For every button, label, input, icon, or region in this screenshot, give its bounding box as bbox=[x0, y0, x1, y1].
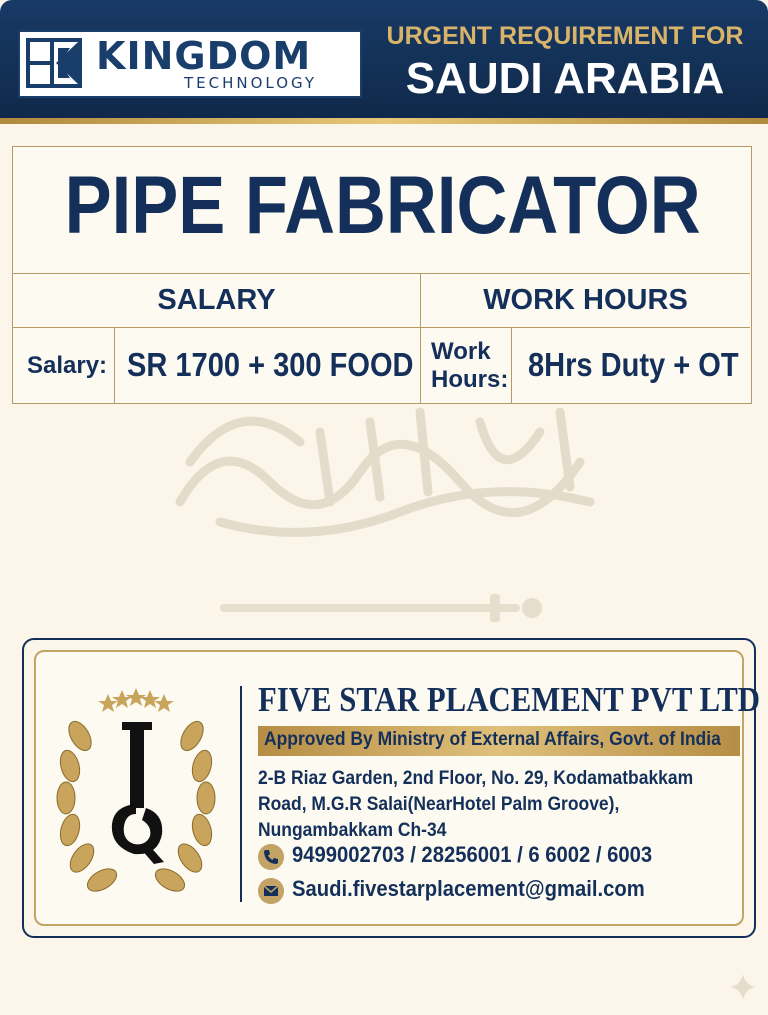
salary-label-cell bbox=[13, 327, 115, 403]
hours-label-cell bbox=[421, 327, 512, 403]
hours-label-line2: Hours: bbox=[431, 366, 509, 393]
laurel-wreath-icon bbox=[50, 686, 222, 900]
urgent-requirement-text: URGENT REQUIREMENT FOR bbox=[386, 22, 744, 50]
header-gold-stripe bbox=[0, 118, 768, 124]
address-line-3: Nungambakkam Ch-34 bbox=[258, 820, 447, 841]
hours-label-line1: Work bbox=[431, 338, 491, 365]
email-address[interactable]: Saudi.fivestarplacement@gmail.com bbox=[292, 876, 645, 901]
salary-value-cell bbox=[115, 327, 421, 403]
envelope-icon bbox=[258, 878, 284, 904]
email-row bbox=[258, 876, 738, 906]
address-line-2: Road, M.G.R Salai(NearHotel Palm Groove), bbox=[258, 794, 620, 815]
salary-label: Salary: bbox=[27, 352, 108, 379]
kingdom-logo-icon bbox=[26, 38, 82, 88]
phone-icon bbox=[258, 844, 284, 870]
salary-column-header: SALARY bbox=[13, 273, 421, 327]
approval-banner bbox=[258, 726, 740, 756]
calligraphy-watermark-icon bbox=[160, 372, 620, 642]
phone-row bbox=[258, 842, 738, 872]
phone-numbers: 9499002703 / 28256001 / 6 6002 / 6003 bbox=[292, 842, 653, 867]
address-line-1: 2-B Riaz Garden, 2nd Floor, No. 29, Kodamatbakkam bbox=[258, 768, 694, 789]
job-details-table bbox=[12, 146, 752, 404]
sparkle-icon bbox=[728, 972, 758, 1002]
hours-label bbox=[431, 338, 508, 394]
header-banner bbox=[0, 0, 768, 118]
card-divider bbox=[240, 686, 242, 902]
approval-text: Approved By Ministry of External Affairs, Govt. of India bbox=[264, 729, 721, 750]
hours-value-cell bbox=[512, 327, 750, 403]
hours-value: 8Hrs Duty + OT bbox=[528, 346, 739, 383]
logo-name: KINGDOM bbox=[96, 34, 312, 78]
company-name: FIVE STAR PLACEMENT PVT LTD bbox=[258, 680, 761, 719]
salary-value: SR 1700 + 300 FOOD bbox=[127, 346, 414, 383]
logo-subtitle: TECHNOLOGY bbox=[184, 74, 318, 92]
company-address bbox=[258, 766, 738, 844]
country-title: SAUDI ARABIA bbox=[405, 54, 725, 103]
work-hours-column-header: WORK HOURS bbox=[421, 273, 750, 327]
company-logo bbox=[18, 30, 362, 98]
job-title: PIPE FABRICATOR bbox=[64, 160, 701, 251]
